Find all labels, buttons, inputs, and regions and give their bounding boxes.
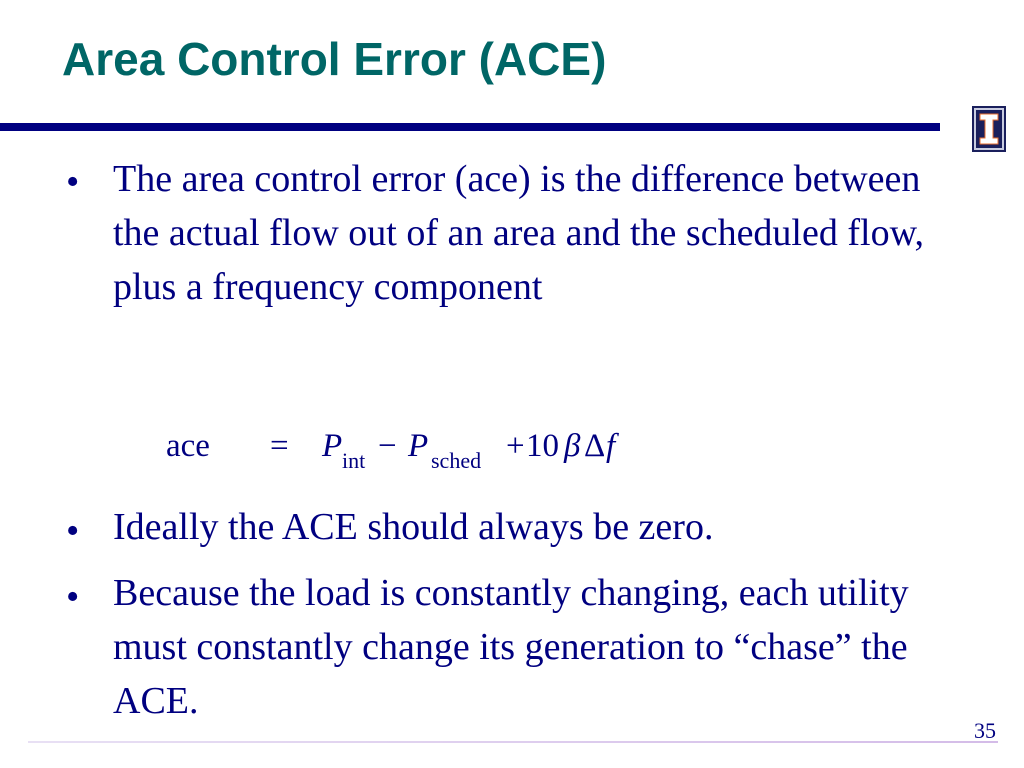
equation-beta: β	[564, 428, 581, 464]
bullet-marker: •	[66, 510, 80, 552]
page-number: 35	[974, 718, 996, 743]
equation-coefficient: 10	[526, 428, 559, 464]
equation-f: f	[606, 428, 616, 464]
equation-term-p-sched: P	[408, 428, 429, 464]
footer-divider	[28, 741, 998, 743]
equation-subscript-sched: sched	[431, 448, 482, 473]
equation-delta: Δ	[584, 428, 606, 464]
equation-plus: +	[506, 428, 525, 464]
slide-title: Area Control Error (ACE)	[62, 33, 607, 85]
equation-subscript-int: int	[342, 448, 366, 473]
bullet-text: Ideally the ACE should always be zero.	[113, 506, 714, 548]
bullet-marker: •	[66, 161, 80, 203]
equation-minus: −	[378, 428, 397, 464]
bullet-text: Because the load is constantly changing, each utility must constantly change its generation to “chase” the ACE.	[113, 572, 909, 722]
equation-equals: =	[270, 428, 289, 464]
bullet-text: The area control error (ace) is the difference between the actual flow out of an area and the scheduled flow, plus a frequency component	[113, 158, 925, 308]
equation-term-p-int: P	[322, 428, 343, 464]
bullet-marker: •	[66, 576, 80, 618]
equation-lhs: ace	[166, 428, 210, 464]
